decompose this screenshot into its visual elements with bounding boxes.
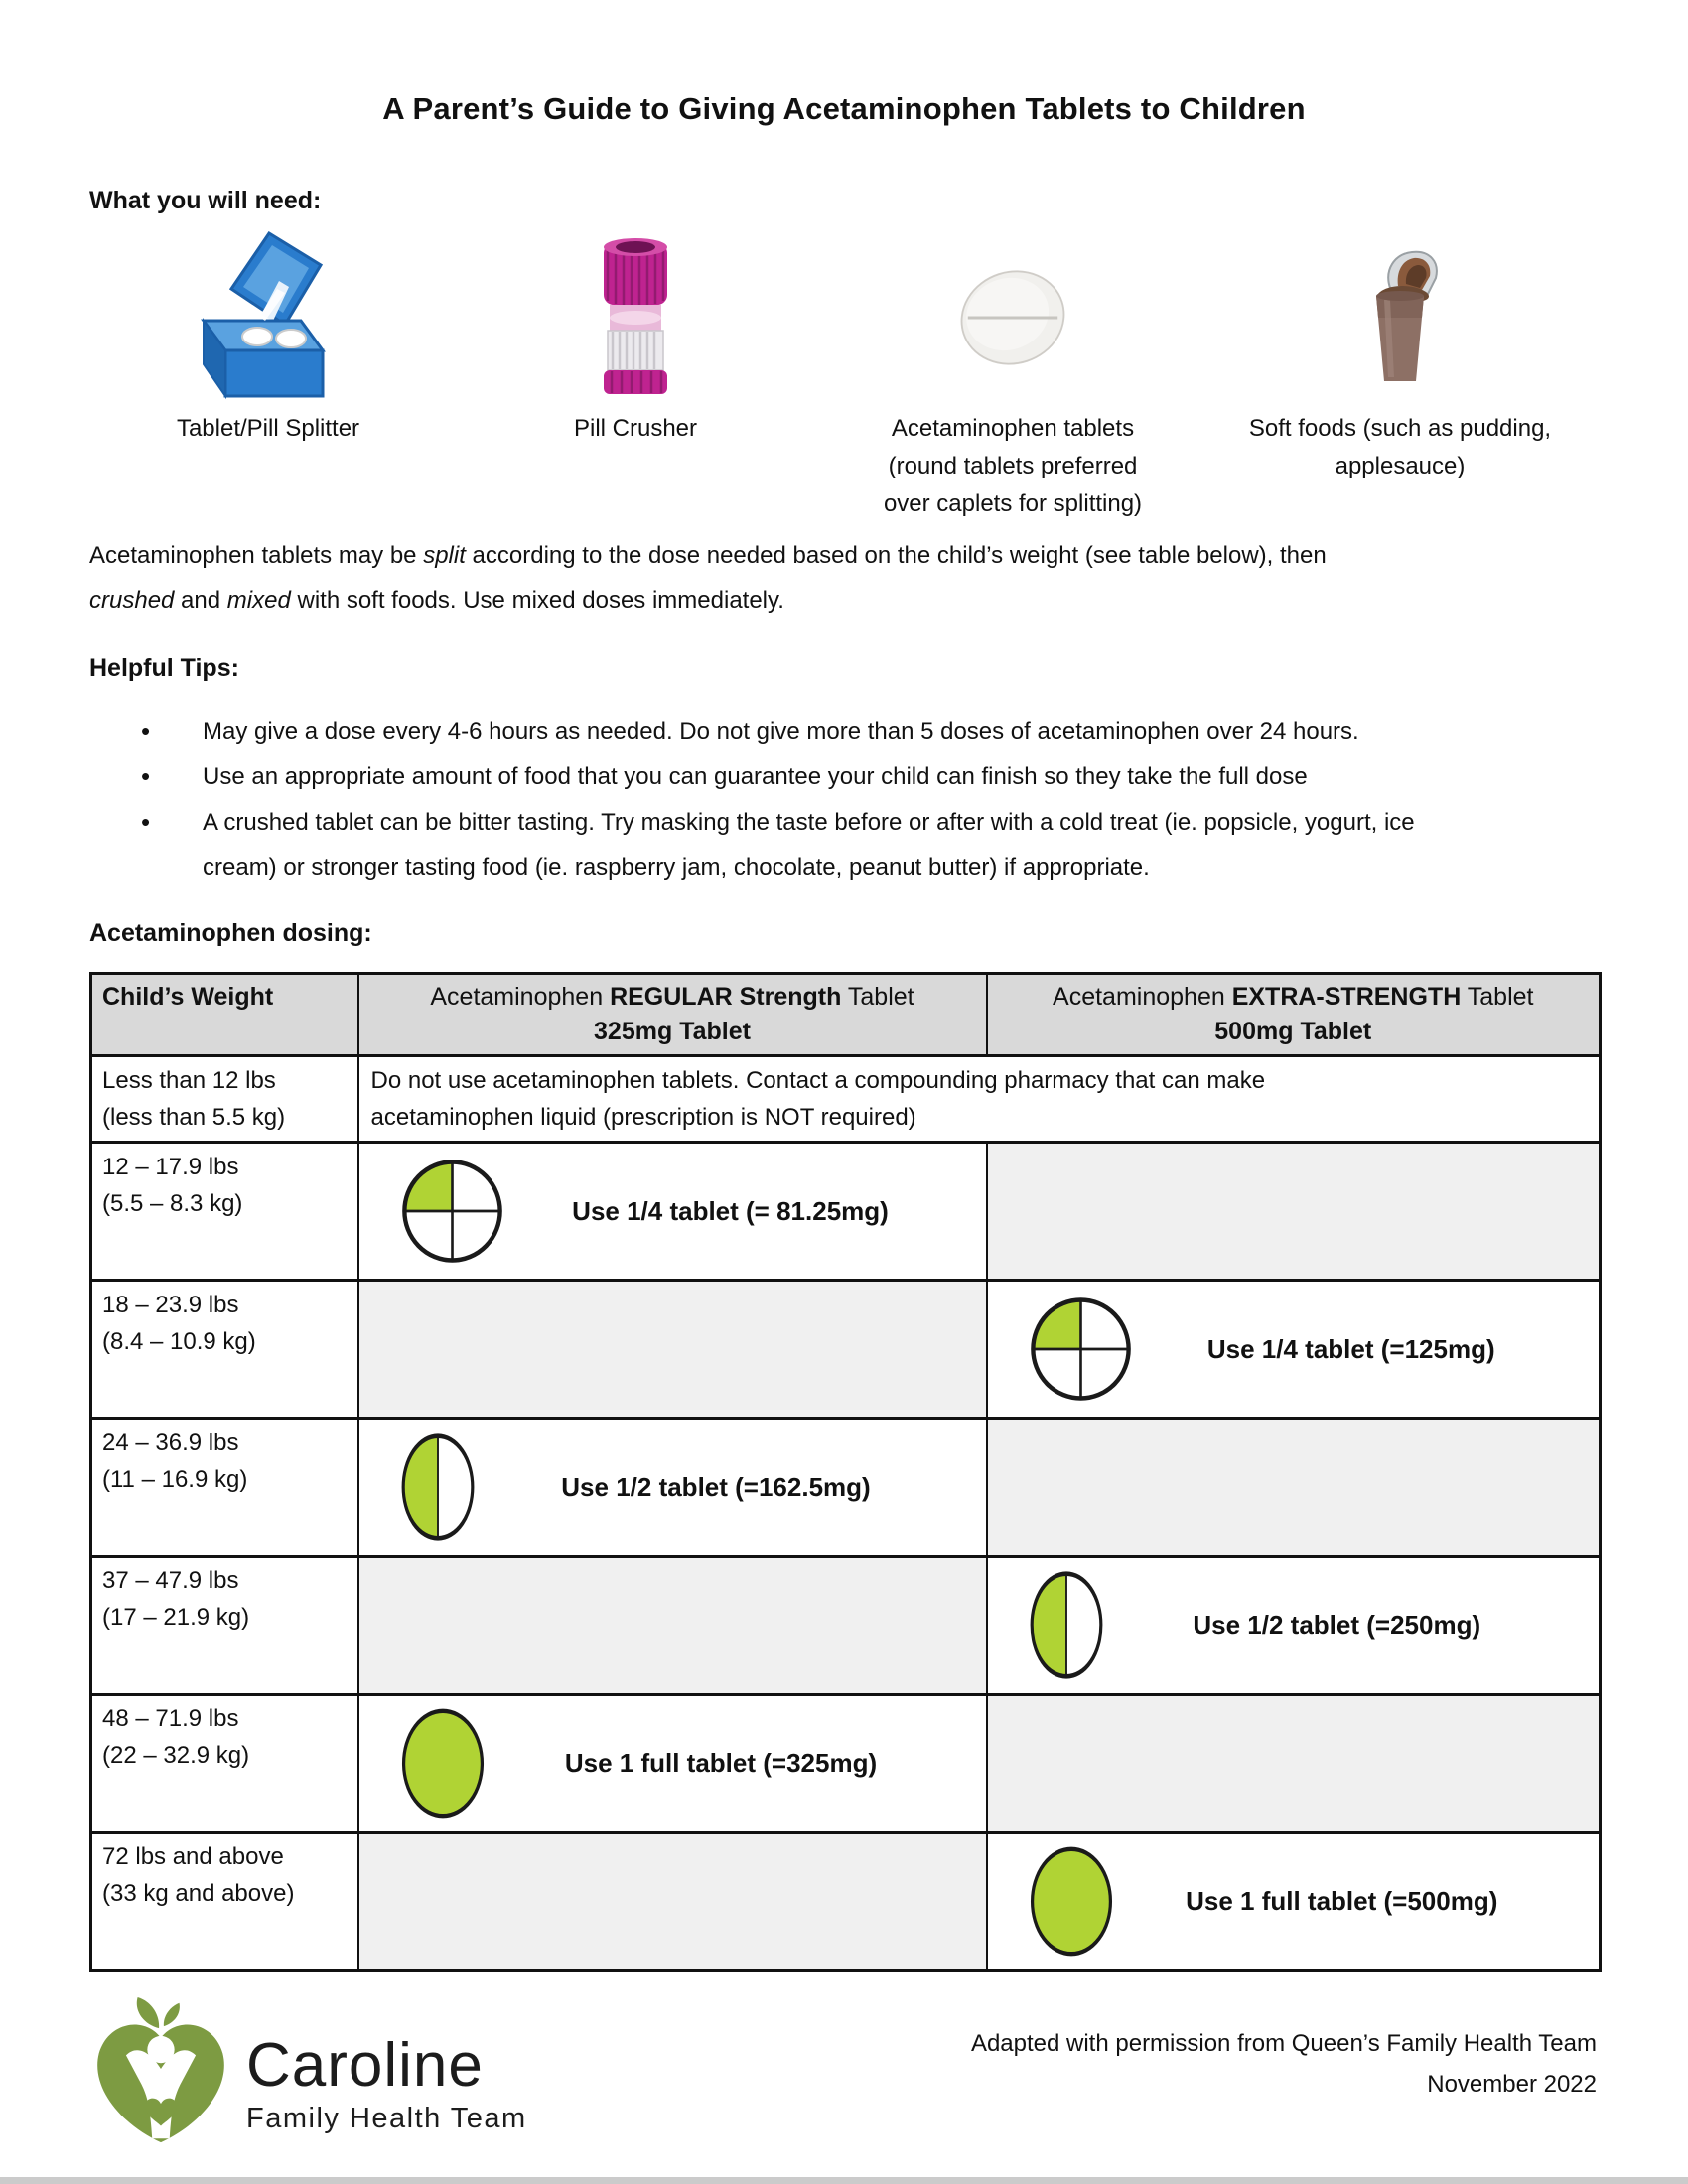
dose-label: Use 1 full tablet (=325mg) — [564, 1747, 878, 1778]
tablet-fraction-quarter-icon — [1029, 1296, 1133, 1403]
column-header-extra: Acetaminophen EXTRA-STRENGTH Tablet 500mg Tablet — [987, 974, 1601, 1056]
needs-item-soft-food — [1201, 229, 1599, 485]
attribution-line2: November 2022 — [1427, 2071, 1597, 2098]
tip-item — [89, 709, 1440, 754]
tablet-fraction-quarter-icon — [400, 1158, 504, 1265]
liquid-instruction-cell — [358, 1056, 1601, 1143]
intro-line2 — [89, 578, 1599, 622]
dosing-header-row — [91, 974, 1601, 1056]
needs-item-acetaminophen-tablet — [824, 229, 1201, 523]
needs-item-pill-splitter — [89, 229, 447, 448]
needs-caption: Acetaminophen tablets (round tablets preferred over caplets for splitting) — [883, 415, 1143, 517]
tablet-fraction-half-icon — [1029, 1570, 1104, 1681]
weight-cell: Less than 12 lbs (less than 5.5 kg) — [91, 1056, 358, 1143]
needs-caption: Pill Crusher — [573, 415, 698, 442]
needs-caption: Soft foods (such as pudding, applesauce) — [1248, 415, 1552, 479]
column-header-regular: Acetaminophen REGULAR Strength Tablet 325mg Tablet — [358, 974, 987, 1056]
dose-cell-extra — [987, 1557, 1601, 1695]
tip-item — [89, 800, 1440, 889]
caroline-logo — [85, 1995, 527, 2146]
page-content — [0, 187, 1688, 1972]
empty-dose-cell — [987, 1143, 1601, 1281]
dose-label: Use 1/4 tablet (= 81.25mg) — [572, 1195, 889, 1226]
intro-line1 — [89, 533, 1599, 578]
empty-dose-cell — [987, 1419, 1601, 1557]
empty-dose-cell — [358, 1281, 987, 1419]
tip-item — [89, 754, 1440, 800]
empty-dose-cell — [358, 1557, 987, 1695]
empty-dose-cell — [358, 1833, 987, 1971]
needs-row — [89, 229, 1599, 523]
intro-italic-word: crushed — [89, 587, 175, 614]
liquid-instruction-text: Do not use acetaminophen tablets. Contact a compounding pharmacy that can make acetaminophen liquid (prescription is NOT required) — [370, 1067, 1266, 1131]
needs-heading: What you will need: — [89, 187, 322, 214]
tip-text: A crushed tablet can be bitter tasting. Try masking the taste before or after with a cold treat (ie. popsicle, yogurt, ice cream) or stronger tasting food (ie. raspberry jam, chocolate, peanut butter) if appropriate. — [203, 809, 1415, 881]
intro-text: according to the dose needed based on the child’s weight (see table below), then — [465, 542, 1327, 569]
dose-label: Use 1 full tablet (=500mg) — [1186, 1885, 1498, 1916]
dosing-table — [89, 972, 1602, 1972]
dose-label: Use 1/2 tablet (=250mg) — [1193, 1609, 1481, 1640]
logo-text — [246, 2031, 527, 2136]
column-header-weight: Child’s Weight — [91, 974, 358, 1056]
pill-crusher-icon — [586, 229, 685, 406]
intro-paragraph — [89, 533, 1599, 622]
tablet-fraction-full-icon — [1029, 1844, 1114, 1959]
tablet-fraction-full-icon — [400, 1706, 486, 1821]
dose-cell-regular — [358, 1695, 987, 1833]
needs-caption: Tablet/Pill Splitter — [176, 415, 360, 442]
tips-heading: Helpful Tips: — [89, 654, 239, 682]
pill-splitter-icon — [174, 229, 362, 406]
logo-subtitle: Family Health Team — [246, 2103, 527, 2134]
dose-cell-extra — [987, 1833, 1601, 1971]
weight-cell: 24 – 36.9 lbs (11 – 16.9 kg) — [91, 1419, 358, 1557]
dose-cell-regular — [358, 1419, 987, 1557]
tip-text: May give a dose every 4-6 hours as needed. Do not give more than 5 doses of acetaminophen over 24 hours. — [203, 718, 1359, 745]
page-bottom-edge — [0, 2177, 1688, 2184]
page-title: A Parent’s Guide to Giving Acetaminophen Tablets to Children — [382, 91, 1306, 126]
needs-item-pill-crusher — [447, 229, 824, 448]
dose-label: Use 1/4 tablet (=125mg) — [1206, 1333, 1495, 1364]
attribution-line1: Adapted with permission from Queen’s Family Health Team — [970, 2030, 1597, 2057]
weight-cell: 37 – 47.9 lbs (17 – 21.9 kg) — [91, 1557, 358, 1695]
dosing-row-liquid — [91, 1056, 1601, 1143]
acetaminophen-tablet-icon — [948, 229, 1077, 406]
weight-cell: 48 – 71.9 lbs (22 – 32.9 kg) — [91, 1695, 358, 1833]
dosing-row — [91, 1143, 1601, 1281]
weight-cell: 12 – 17.9 lbs (5.5 – 8.3 kg) — [91, 1143, 358, 1281]
apple-logo-icon — [85, 1995, 236, 2146]
intro-text: with soft foods. Use mixed doses immediately. — [290, 587, 784, 614]
bullet-icon — [89, 800, 203, 889]
dose-label: Use 1/2 tablet (=162.5mg) — [561, 1471, 871, 1502]
intro-italic-word: mixed — [226, 587, 291, 614]
dosing-row — [91, 1281, 1601, 1419]
weight-cell: 18 – 23.9 lbs (8.4 – 10.9 kg) — [91, 1281, 358, 1419]
soft-food-pudding-icon — [1350, 229, 1450, 406]
weight-cell: 72 lbs and above (33 kg and above) — [91, 1833, 358, 1971]
dosing-heading: Acetaminophen dosing: — [89, 919, 372, 947]
bullet-icon — [89, 754, 203, 800]
intro-text: and — [174, 587, 227, 614]
intro-text: Acetaminophen tablets may be — [89, 542, 424, 569]
bullet-icon — [89, 709, 203, 754]
attribution — [971, 2023, 1597, 2105]
dose-cell-regular — [358, 1143, 987, 1281]
intro-italic-word: split — [423, 542, 466, 569]
tips-list — [89, 709, 1440, 889]
tip-text: Use an appropriate amount of food that you can guarantee your child can finish so they take the full dose — [203, 763, 1308, 790]
logo-name: Caroline — [246, 2031, 484, 2100]
dosing-row — [91, 1557, 1601, 1695]
dosing-row — [91, 1419, 1601, 1557]
dose-cell-extra — [987, 1281, 1601, 1419]
tablet-fraction-half-icon — [400, 1432, 476, 1543]
empty-dose-cell — [987, 1695, 1601, 1833]
dosing-row — [91, 1833, 1601, 1971]
dosing-row — [91, 1695, 1601, 1833]
dosing-table-body — [91, 1056, 1601, 1971]
